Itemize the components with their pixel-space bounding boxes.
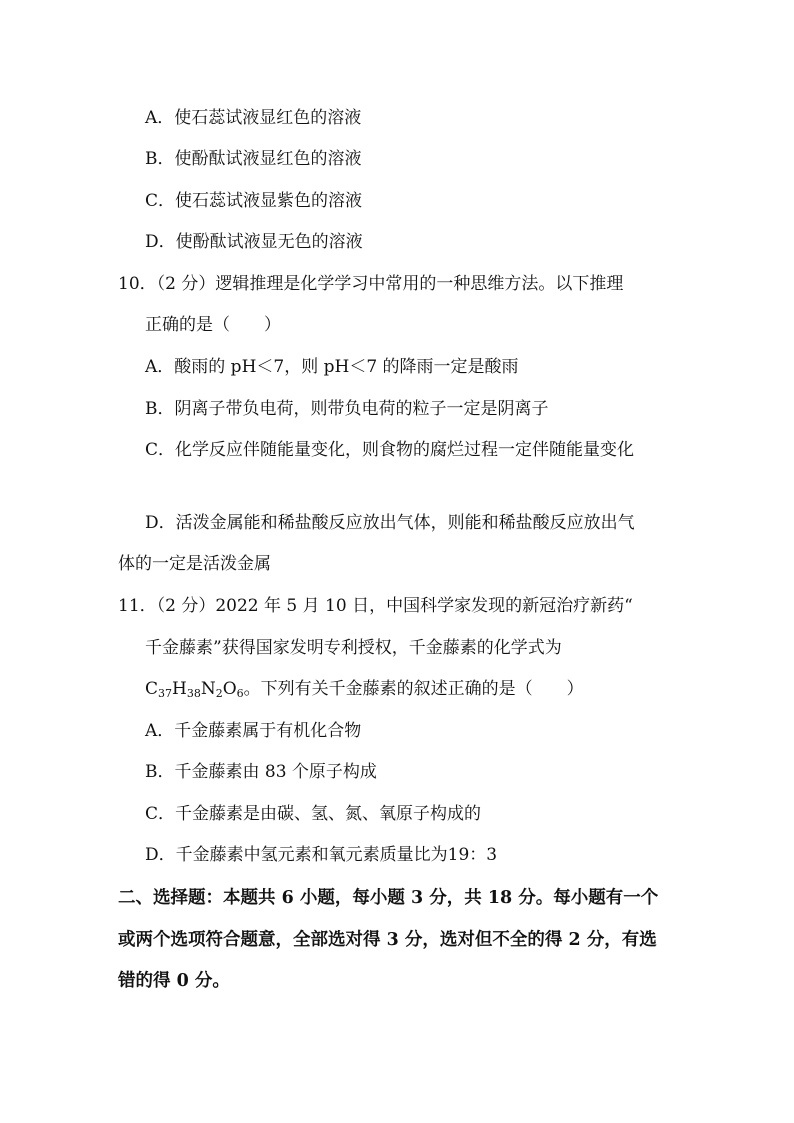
q9-option-c: C．使石蕊试液显紫色的溶液 xyxy=(145,191,363,211)
formula-h: H xyxy=(172,679,187,699)
q11-option-a: A．千金藤素属于有机化合物 xyxy=(145,721,362,741)
q10-stem-line2 xyxy=(145,313,281,337)
q11-option-c: C．千金藤素是由碳、氢、氮、氧原子构成的 xyxy=(145,804,482,824)
formula-n-sub: 2 xyxy=(215,687,223,700)
q11-stem-line1: 11．（2 分）2022 年 5 月 10 日，中国科学家发现的新冠治疗新药“ xyxy=(118,596,633,616)
q9-option-d: D．使酚酞试液显无色的溶液 xyxy=(145,232,363,252)
q10-stem-text: 正确的是（ xyxy=(145,315,230,335)
q10-option-d-line1: D．活泼金属能和稀盐酸反应放出气体，则能和稀盐酸反应放出气 xyxy=(145,513,635,533)
q10-stem-line1: 10．（2 分）逻辑推理是化学学习中常用的一种思维方法。以下推理 xyxy=(118,274,624,294)
q9-option-a: A．使石蕊试液显红色的溶液 xyxy=(145,108,362,128)
section2-heading-line1: 二、选择题：本题共 6 小题，每小题 3 分，共 18 分。每小题有一个 xyxy=(118,888,659,908)
section2-heading-line2: 或两个选项符合题意，全部选对得 3 分，选对但不全的得 2 分，有选 xyxy=(118,930,657,950)
q11-stem-close: ） xyxy=(566,679,584,699)
formula-o: O xyxy=(222,679,237,699)
q11-formula xyxy=(145,679,244,699)
q11-option-b: B．千金藤素由 83 个原子构成 xyxy=(145,762,377,782)
q11-stem-line3 xyxy=(145,677,584,701)
q10-option-b: B．阴离子带负电荷，则带负电荷的粒子一定是阴离子 xyxy=(145,399,549,419)
q10-option-a: A．酸雨的 pH＜7，则 pH＜7 的降雨一定是酸雨 xyxy=(145,357,519,377)
q11-stem-text: 。下列有关千金藤素的叙述正确的是（ xyxy=(243,679,533,699)
q10-option-d-line2: 体的一定是活泼金属 xyxy=(118,554,271,574)
q10-option-c: C．化学反应伴随能量变化，则食物的腐烂过程一定伴随能量变化 xyxy=(145,440,635,460)
formula-c: C xyxy=(145,679,159,699)
q11-stem-line2: 千金藤素”获得国家发明专利授权，千金藤素的化学式为 xyxy=(145,638,562,658)
formula-c-sub: 37 xyxy=(158,687,173,700)
q11-option-d: D．千金藤素中氢元素和氧元素质量比为19：3 xyxy=(145,845,498,865)
formula-h-sub: 38 xyxy=(186,687,201,700)
q9-option-b: B．使酚酞试液显红色的溶液 xyxy=(145,149,362,169)
formula-o-sub: 6 xyxy=(236,687,244,700)
q10-stem-close: ） xyxy=(264,315,281,335)
section2-heading-line3: 错的得 0 分。 xyxy=(118,971,230,991)
formula-n: N xyxy=(200,679,216,699)
